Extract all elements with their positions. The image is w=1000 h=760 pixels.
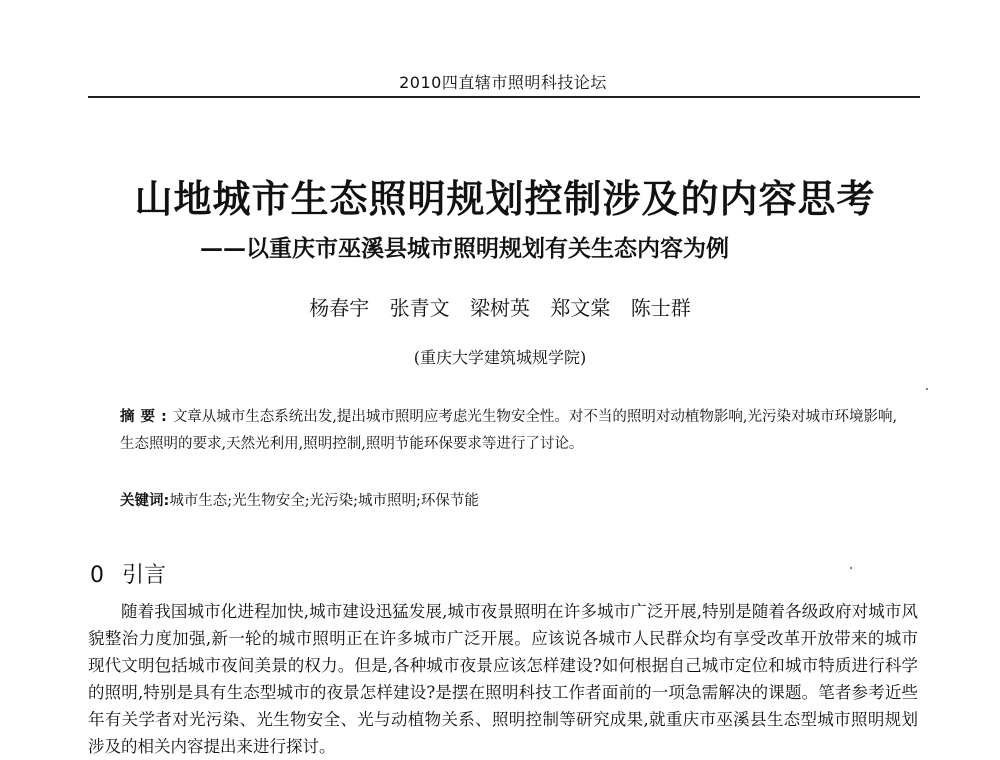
section-heading: [90, 558, 166, 589]
abstract: [120, 404, 910, 458]
scan-speck: [926, 388, 928, 390]
keywords-label: 关键词:: [120, 493, 170, 509]
paper-subtitle: ——以重庆市巫溪县城市照明规划有关生态内容为例: [200, 235, 729, 262]
body-paragraph: 随着我国城市化进程加快,城市建设迅猛发展,城市夜景照明在许多城市广泛开展,特别是随着各级政府对城市风貌整治力度加强,新一轮的城市照明正在许多城市广泛开展。应该说各城市人民群众均有享受改革开放带来的城市现代文明包括城市夜间美景的权力。但是,各种城市夜景应该怎样建设?如何根据自己城市定位和城市特质进行科学的照明,特别是具有生态型城市的夜景怎样建设?是摆在照明科技工作者面前的一项急需解决的课题。笔者参考近些年有关学者对光污染、光生物安全、光与动植物关系、照明控制等研究成果,就重庆市巫溪县生态型城市照明规划涉及的相关内容提出来进行探讨。: [88, 602, 918, 756]
author-list: 杨春宇 张青文 梁树英 郑文棠 陈士群: [309, 296, 691, 320]
keywords-text: 城市生态;光生物安全;光污染;城市照明;环保节能: [169, 493, 479, 509]
scan-speck: [850, 567, 852, 569]
section-number: 0: [90, 563, 104, 588]
abstract-label: 摘要:: [120, 409, 173, 425]
section-title: 引言: [122, 563, 167, 588]
affiliation: (重庆大学建筑城规学院): [413, 348, 587, 367]
abstract-text: 文章从城市生态系统出发,提出城市照明应考虑光生物安全性。对不当的照明对动植物影响,光污染对城市环境影响,生态照明的要求,天然光利用,照明控制,照明节能环保要求等进行了讨论。: [120, 409, 898, 452]
header-rule: [88, 96, 920, 98]
running-header: 2010四直辖市照明科技论坛: [399, 73, 607, 92]
keywords: [120, 489, 910, 510]
paper-title: 山地城市生态照明规划控制涉及的内容思考: [134, 177, 876, 221]
